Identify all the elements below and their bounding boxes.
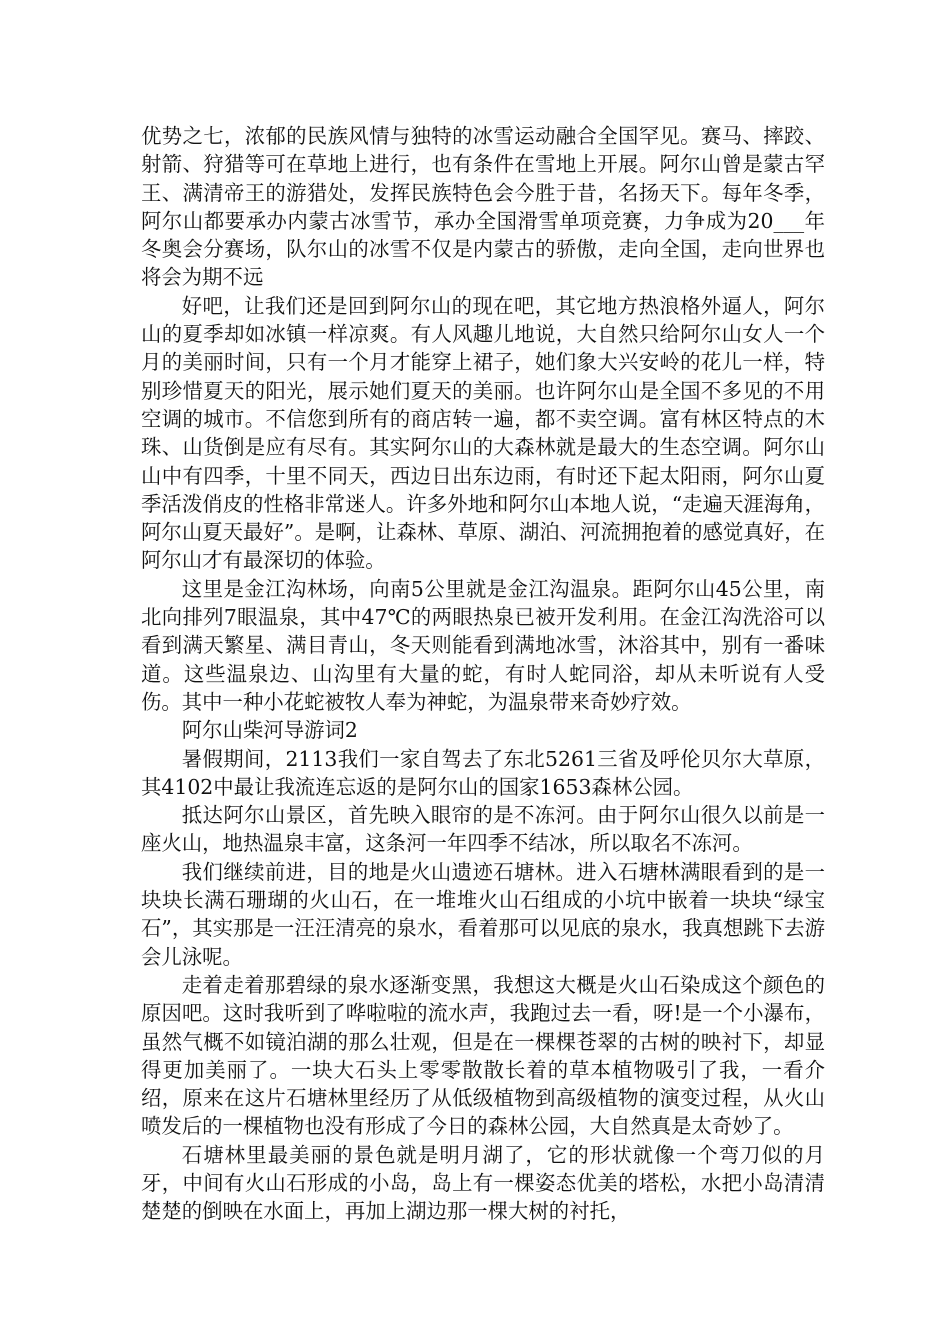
- paragraph-7: 走着走着那碧绿的泉水逐渐变黑，我想这大概是火山石染成这个颜色的原因吧。这时我听到了哗啦啦的流水声，我跑过去一看，呀!是一个小瀑布，虽然气概不如镜泊湖的那么壮观，但是在一棵棵苍翠的古树的映衬下，却显得更加美丽了。一块大石头上零零散散长着的草本植物吸引了我，一看介绍，原来在这片石塘林里经历了从低级植物到高级植物的演变过程，从火山喷发后的一棵植物也没有形成了今日的森林公园，大自然真是太奇妙了。: [141, 972, 825, 1139]
- section-heading: 阿尔山柴河导游词2: [181, 718, 358, 743]
- paragraph-4: 暑假期间，2113我们一家自驾去了东北5261三省及呼伦贝尔大草原，其4102中最让我流连忘返的是阿尔山的国家1653森林公园。: [141, 746, 825, 799]
- paragraph-3: 这里是金江沟林场，向南5公里就是金江沟温泉。距阿尔山45公里，南北向排列7眼温泉，其中47℃的两眼热泉已被开发利用。在金江沟洗浴可以看到满天繁星、满目青山，冬天则能看到满地冰雪，沐浴其中，别有一番味道。这些温泉边、山沟里有大量的蛇，有时人蛇同浴，却从未听说有人受伤。其中一种小花蛇被牧人奉为神蛇，为温泉带来奇妙疗效。: [141, 576, 825, 714]
- document-page: [141, 122, 825, 1226]
- paragraph-2: 好吧，让我们还是回到阿尔山的现在吧，其它地方热浪格外逼人，阿尔山的夏季却如冰镇一样凉爽。有人风趣儿地说，大自然只给阿尔山女人一个月的美丽时间，只有一个月才能穿上裙子，她们象大兴安岭的花儿一样，特别珍惜夏天的阳光，展示她们夏天的美丽。也许阿尔山是全国不多见的不用空调的城市。不信您到所有的商店转一遍，都不卖空调。富有林区特点的木珠、山货倒是应有尽有。其实阿尔山的大森林就是最大的生态空调。阿尔山山中有四季，十里不同天，西边日出东边雨，有时还下起太阳雨，阿尔山夏季活泼俏皮的性格非常迷人。许多外地和阿尔山本地人说，“走遍天涯海角，阿尔山夏天最好”。是啊，让森林、草原、湖泊、河流拥抱着的感觉真好，在阿尔山才有最深切的体验。: [141, 293, 825, 573]
- paragraph-8: 石塘林里最美丽的景色就是明月湖了，它的形状就像一个弯刀似的月牙，中间有火山石形成的小岛，岛上有一棵姿态优美的塔松，水把小岛清清楚楚的倒映在水面上，再加上湖边那一棵大树的衬托，: [141, 1142, 825, 1224]
- paragraph-1: 优势之七，浓郁的民族风情与独特的冰雪运动融合全国罕见。赛马、摔跤、射箭、狩猎等可在草地上进行，也有条件在雪地上开展。阿尔山曾是蒙古罕王、满清帝王的游猎处，发挥民族特色会今胜于昔，名扬天下。每年冬季，阿尔山都要承办内蒙古冰雪节，承办全国滑雪单项竞赛，力争成为20___年冬奥会分赛场，队尔山的冰雪不仅是内蒙古的骄傲，走向全国，走向世界也将会为期不远: [141, 124, 825, 290]
- paragraph-5: 抵达阿尔山景区，首先映入眼帘的是不冻河。由于阿尔山很久以前是一座火山，地热温泉丰富，这条河一年四季不结冰，所以取名不冻河。: [141, 803, 825, 856]
- paragraph-6: 我们继续前进，目的地是火山遗迹石塘林。进入石塘林满眼看到的是一块块长满石珊瑚的火山石，在一堆堆火山石组成的小坑中嵌着一块块“绿宝石”，其实那是一汪汪清亮的泉水，看着那可以见底的泉水，我真想跳下去游会儿泳呢。: [141, 859, 825, 969]
